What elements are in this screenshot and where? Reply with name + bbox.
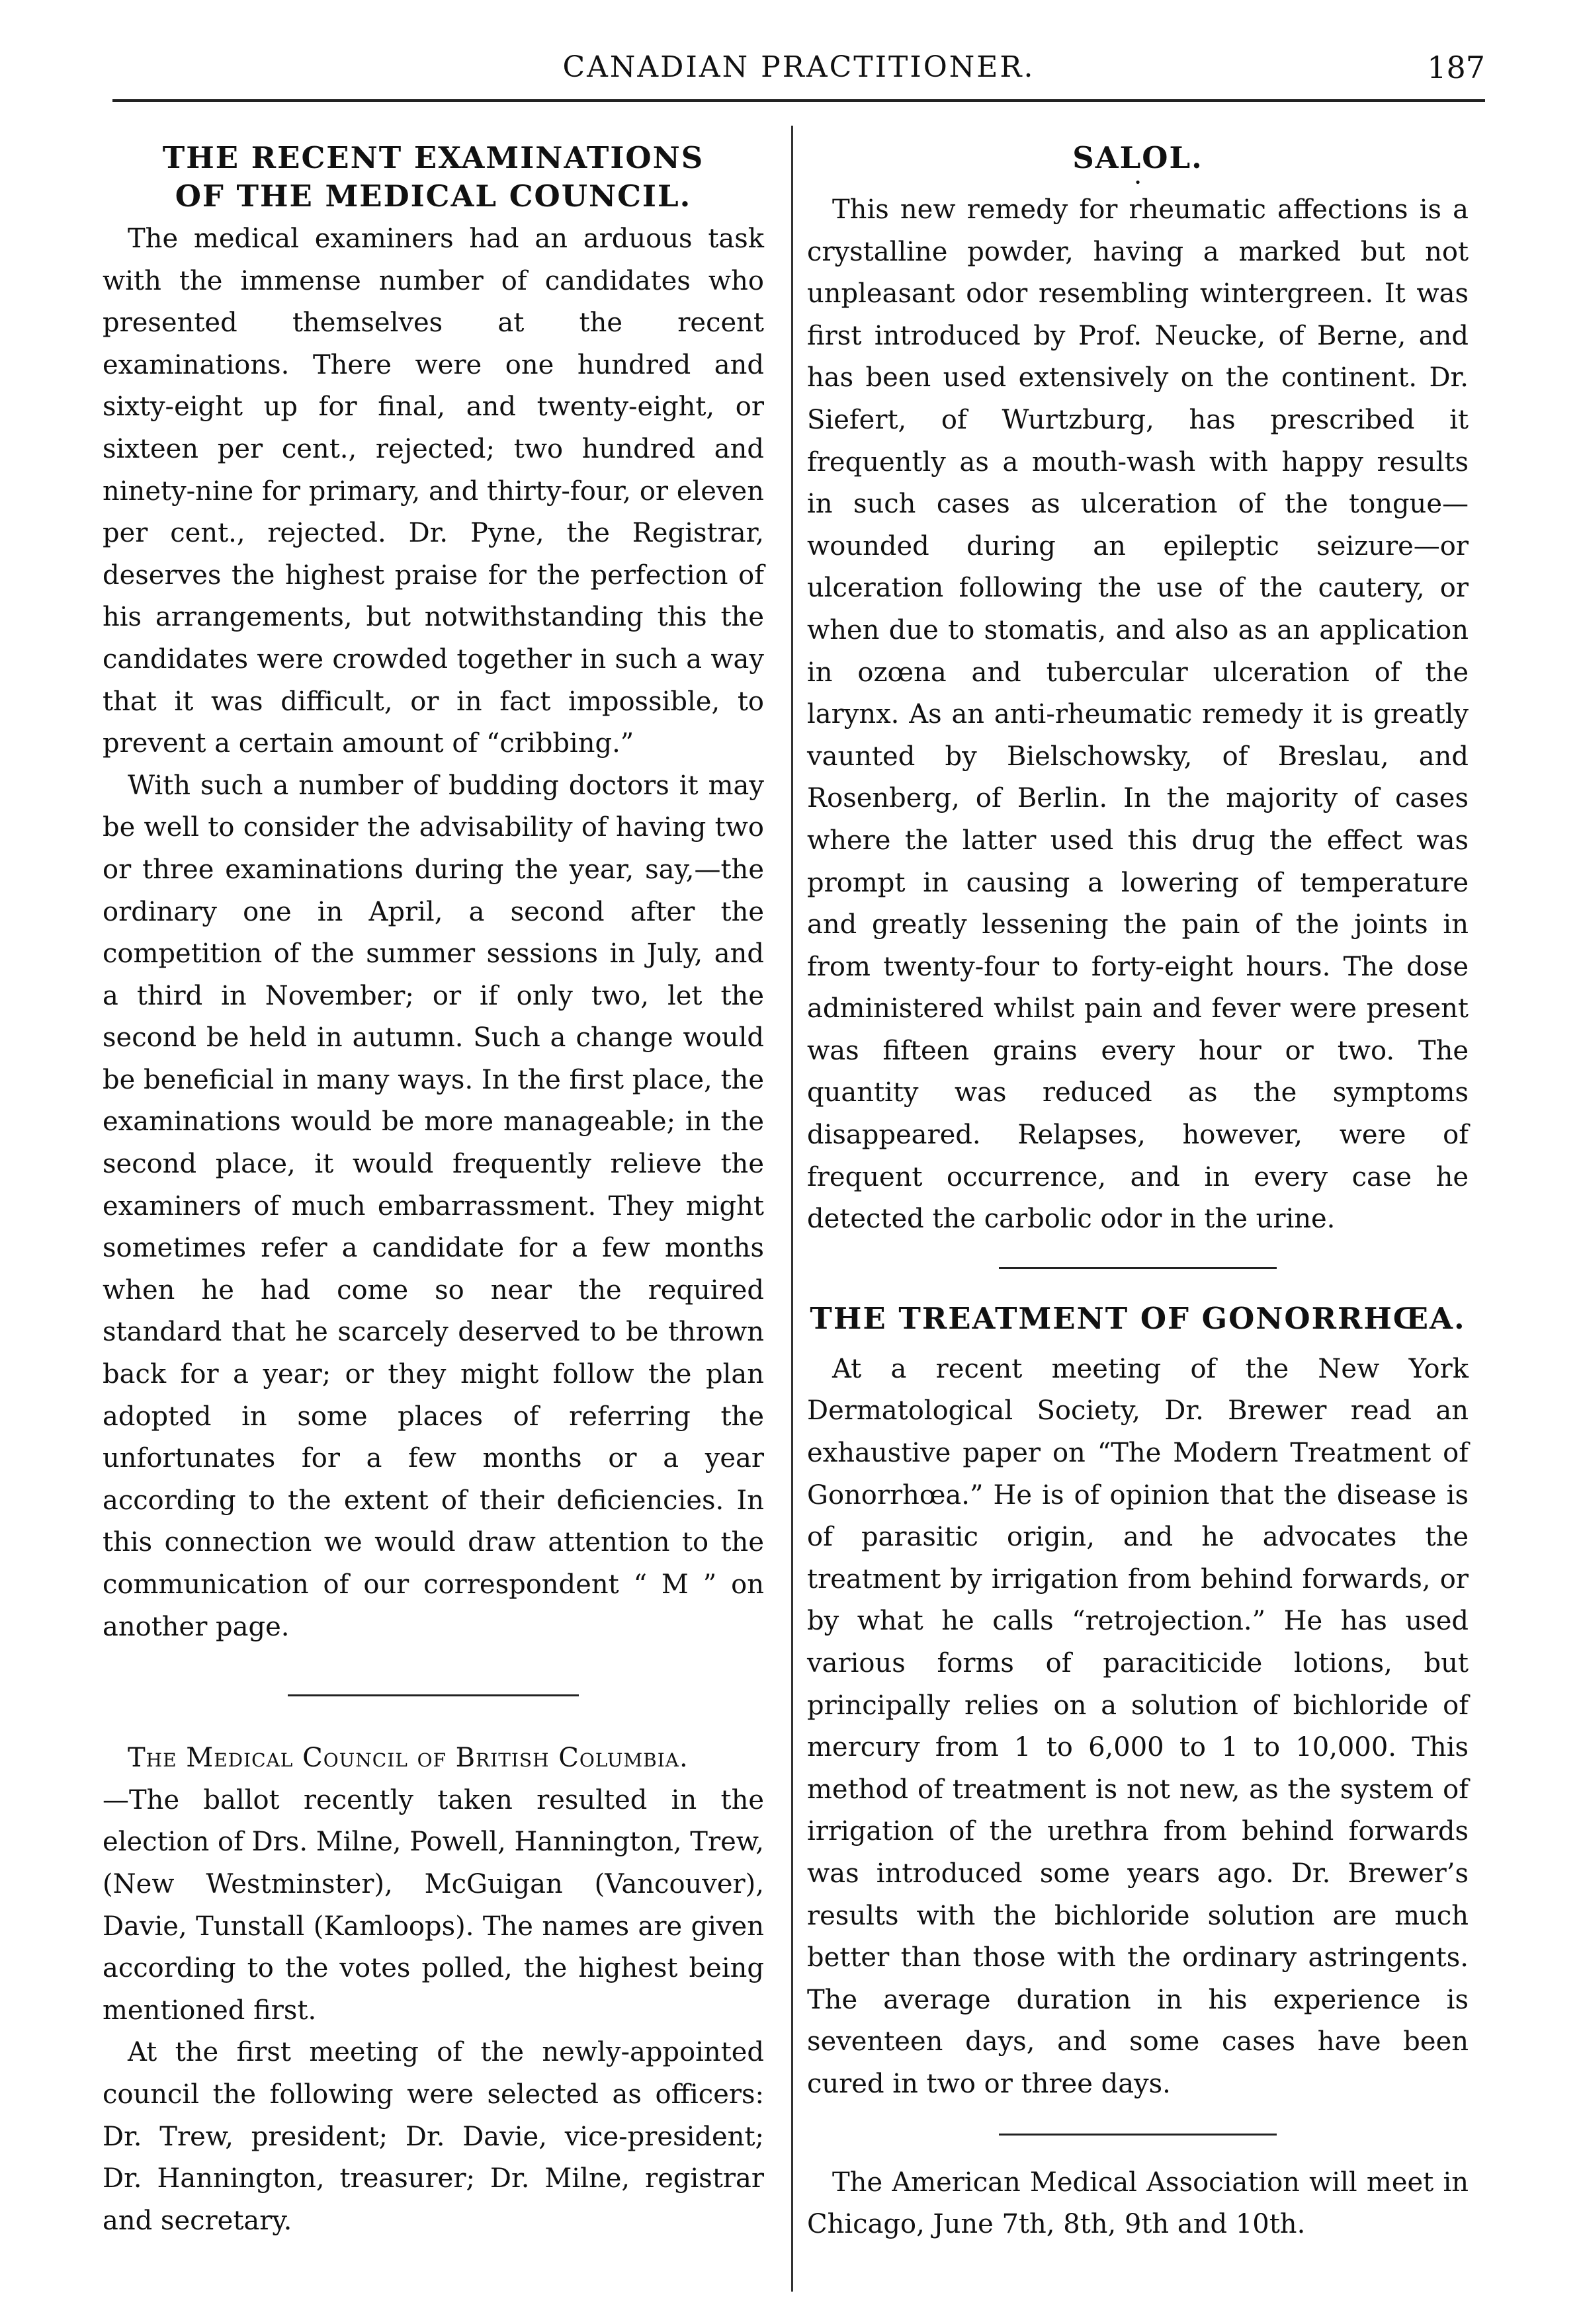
article-paragraph: The medical examiners had an arduous task with the immense number of candidates who presented themselves at the recent examinations. There were one hundred and sixty-eight up for final, and twenty-eight, or sixteen per cent., rejected; two hundred and ninety-nine for primary, and thirty-four, or eleven per cent., rejected. Dr. Pyne, the Registrar, deserves the highest praise for the perfection of his arrangements, but notwithstanding this the candidates were crowded together in such a way that it was difficult, or in fact impossible, to prevent a certain amount of “cribbing.” xyxy=(103,224,764,759)
ornament-dot: • xyxy=(1134,176,1142,190)
article-lead-text: —The ballot recently taken resulted in the election of Drs. Milne, Powell, Hannington, Trew, (New Westminster), McGuigan (Vancouver), Davie, Tunstall (Kamloops). The names are given according to the votes polled, the highest being mentioned first. xyxy=(103,1784,764,2026)
section-separator xyxy=(999,2134,1277,2136)
article-paragraph: With such a number of budding doctors it may be well to consider the advisability of having two or three examinations during the year, say,—the ordinary one in April, a second after the competition of the summer sessions in July, and a third in November; or if only two, let the second be held in autumn. Such a change would be beneficial in many ways. In the first place, the examinations would be more manageable; in the second place, it would frequently relieve the examiners of much embarrassment. They might sometimes refer a candidate for a few months when he had come so near the required standard that he scarcely deserved to be thrown back for a year; or they might follow the plan adopted in some places of referring the unfortunates for a few months or a year according to the extent of their deficiencies. In this connection we would draw attention to the communication of our correspondent “ M ” on another page. xyxy=(103,770,764,1642)
article-salol xyxy=(807,139,1469,1241)
journal-title: CANADIAN PRACTITIONER. xyxy=(562,50,1035,84)
page-number: 187 xyxy=(1427,50,1485,85)
article-title: THE RECENT EXAMINATIONS OF THE MEDICAL COUNCIL. xyxy=(162,140,705,214)
article-paragraph: This new remedy for rheumatic affections is a crystalline powder, having a marked but not unpleasant odor resembling wintergreen. It was first introduced by Prof. Neucke, of Berne, and has been used extensively on the continent. Dr. Siefert, of Wurtzburg, has prescribed it frequently as a mouth-wash with happy results in such cases as ulceration of the tongue—wounded during an epileptic seizure—or ulceration following the use of the cautery, or when due to stomatis, and also as an application in ozœna and tubercular ulceration of the larynx. As an anti-rheumatic remedy it is greatly vaunted by Bielschowsky, of Breslau, and Rosenberg, of Berlin. In the majority of cases where the latter used this drug the effect was prompt in causing a lowering of temperature and greatly lessening the pain of the joints in from twenty-four to forty-eight hours. The dose administered whilst pain and fever were present was fifteen grains every hour or two. The quantity was reduced as the symptoms disappeared. Relapses, however, were of frequent occurrence, and in every case he detected the carbolic odor in the urine. xyxy=(807,194,1469,1235)
article-paragraph: At a recent meeting of the New York Dermatological Society, Dr. Brewer read an exhaustive paper on “The Modern Treatment of Gonorrhœa.” He is of opinion that the disease is of parasitic origin, and he advocates the treatment by irrigation from behind forwards, or by what he calls “retrojection.” He has used various forms of paraciticide lotions, but principally relies on a solution of bichloride of mercury from 1 to 6,000 to 1 to 10,000. This method of treatment is not new, as the system of irrigation of the urethra from behind forwards was introduced some years ago. Dr. Brewer’s results with the bichloride solution are much better than those with the ordinary astringents. The average duration in his experience is seventeen days, and some cases have been cured in two or three days. xyxy=(807,1353,1469,2099)
article-british-columbia-council xyxy=(103,1737,764,2242)
header-rule xyxy=(112,99,1485,102)
article-examinations xyxy=(103,139,764,1648)
right-column xyxy=(807,139,1469,2246)
left-column xyxy=(103,139,764,2242)
section-separator xyxy=(288,1694,579,1696)
section-separator xyxy=(999,1267,1277,1269)
article-gonorrhoea xyxy=(807,1300,1469,2106)
article-paragraph: At the first meeting of the newly-appointed council the following were selected as officers: Dr. Trew, president; Dr. Davie, vice-president; Dr. Hannington, treasurer; Dr. Milne, registrar and secretary. xyxy=(103,2037,764,2236)
notice-ama-meeting xyxy=(807,2162,1469,2246)
article-title: SALOL. xyxy=(1072,140,1203,175)
article-paragraph xyxy=(103,1737,764,2032)
running-header xyxy=(112,48,1485,101)
notice-paragraph: The American Medical Association will meet in Chicago, June 7th, 8th, 9th and 10th. xyxy=(807,2167,1469,2240)
article-run-in-title: The Medical Council of British Columbia. xyxy=(128,1743,689,1774)
article-title: THE TREATMENT OF GONORRHŒA. xyxy=(810,1300,1466,1336)
column-divider xyxy=(791,126,793,2292)
